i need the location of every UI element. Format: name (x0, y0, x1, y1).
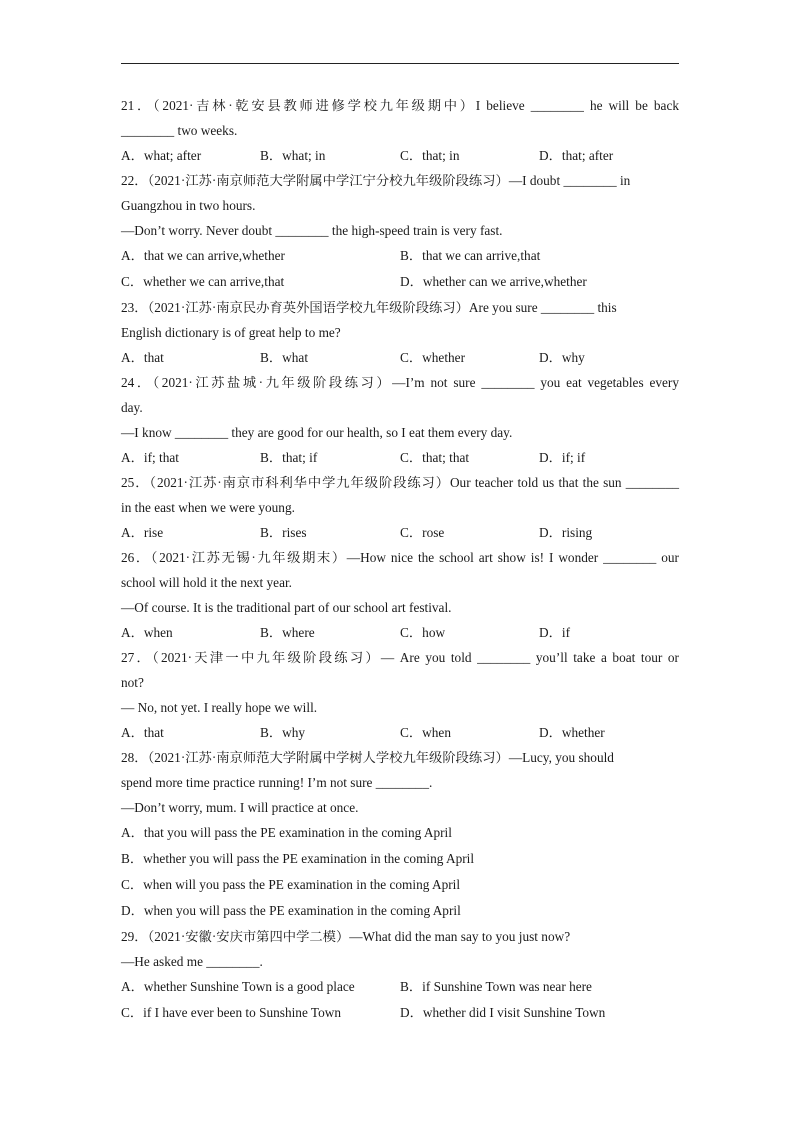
answer-option-a[interactable]: A．if; that (121, 450, 179, 465)
question-line: English dictionary is of great help to me? (121, 325, 341, 340)
question-23 (121, 296, 679, 371)
answer-option-a[interactable]: A．that you will pass the PE examination in the coming April (121, 825, 452, 840)
answer-option-b[interactable]: B．what; in (260, 148, 326, 163)
options-row (121, 975, 679, 1001)
question-line: Guangzhou in two hours. (121, 198, 256, 213)
question-stem: 26．（2021·江苏无锡·九年级期末）—How nice the school art show is! I wonder ________ our (121, 550, 679, 565)
question-26 (121, 546, 679, 646)
options-row (121, 144, 679, 169)
question-line: not? (121, 675, 144, 690)
options-row (121, 270, 679, 296)
question-stem: 28．（2021·江苏·南京师范大学附属中学树人学校九年级阶段练习）—Lucy, you should (121, 750, 614, 765)
answer-option-b[interactable]: B．where (260, 625, 315, 640)
answer-option-b[interactable]: B．if Sunshine Town was near here (400, 979, 592, 994)
answer-option-d[interactable]: D．rising (539, 525, 593, 540)
options-row (121, 446, 679, 471)
answer-option-c[interactable]: C．whether (400, 350, 465, 365)
question-stem: 27．（2021·天津一中九年级阶段练习）— Are you told ________ you’ll take a boat tour or (121, 650, 679, 665)
question-line: day. (121, 400, 143, 415)
question-stem: 23．（2021·江苏·南京民办育英外国语学校九年级阶段练习）Are you sure ________ this (121, 300, 617, 315)
question-25 (121, 471, 679, 546)
answer-option-b[interactable]: B．rises (260, 525, 307, 540)
answer-option-a[interactable]: A．that (121, 350, 164, 365)
question-stem: 24．（2021·江苏盐城·九年级阶段练习）—I’m not sure ________ you eat vegetables every (121, 375, 679, 390)
header-rule (121, 63, 679, 64)
options-row (121, 721, 679, 746)
answer-option-b[interactable]: B．whether you will pass the PE examination in the coming April (121, 851, 475, 866)
question-line: —Don’t worry. Never doubt ________ the high-speed train is very fast. (121, 223, 503, 238)
question-29 (121, 925, 679, 1027)
question-27 (121, 646, 679, 746)
question-line: in the east when we were young. (121, 500, 295, 515)
answer-option-d[interactable]: D．when you will pass the PE examination in the coming April (121, 903, 461, 918)
options-row (121, 821, 679, 847)
options-row (121, 873, 679, 899)
options-row (121, 346, 679, 371)
answer-option-b[interactable]: B．that; if (260, 450, 318, 465)
answer-option-d[interactable]: D．if (539, 625, 571, 640)
answer-option-d[interactable]: D．whether (539, 725, 605, 740)
question-stem: 22．（2021·江苏·南京师范大学附属中学江宁分校九年级阶段练习）—I doubt ________ in (121, 173, 631, 188)
options-row (121, 521, 679, 546)
answer-option-d[interactable]: D．whether can we arrive,whether (400, 274, 587, 289)
answer-option-a[interactable]: A．when (121, 625, 173, 640)
question-line: —Of course. It is the traditional part of our school art festival. (121, 600, 452, 615)
answer-option-d[interactable]: D．if; if (539, 450, 586, 465)
answer-option-b[interactable]: B．why (260, 725, 306, 740)
answer-option-a[interactable]: A．that (121, 725, 164, 740)
answer-option-c[interactable]: C．when will you pass the PE examination in the coming April (121, 877, 461, 892)
question-line: —Don’t worry, mum. I will practice at once. (121, 800, 359, 815)
options-row (121, 244, 679, 270)
answer-option-d[interactable]: D．whether did I visit Sunshine Town (400, 1005, 606, 1020)
answer-option-c[interactable]: C．if I have ever been to Sunshine Town (121, 1005, 342, 1020)
question-line: — No, not yet. I really hope we will. (121, 700, 318, 715)
question-stem: 25．（2021·江苏·南京市科利华中学九年级阶段练习）Our teacher told us that the sun ________ (121, 475, 679, 490)
answer-option-c[interactable]: C．that; that (400, 450, 470, 465)
question-22 (121, 169, 679, 296)
answer-option-b[interactable]: B．what (260, 350, 309, 365)
answer-option-a[interactable]: A．whether Sunshine Town is a good place (121, 979, 355, 994)
question-stem: 29．（2021·安徽·安庆市第四中学二模）—What did the man say to you just now? (121, 929, 571, 944)
options-row (121, 1001, 679, 1027)
answer-option-b[interactable]: B．that we can arrive,that (400, 248, 541, 263)
question-line: spend more time practice running! I’m not sure ________. (121, 775, 433, 790)
question-line: —He asked me ________. (121, 954, 263, 969)
answer-option-c[interactable]: C．that; in (400, 148, 460, 163)
question-line: school will hold it the next year. (121, 575, 292, 590)
answer-option-a[interactable]: A．what; after (121, 148, 202, 163)
question-24 (121, 371, 679, 471)
answer-option-a[interactable]: A．rise (121, 525, 164, 540)
question-stem: 21．（2021·吉林·乾安县教师进修学校九年级期中）I believe ________ he will be back (121, 98, 679, 113)
answer-option-d[interactable]: D．why (539, 350, 585, 365)
options-row (121, 847, 679, 873)
answer-option-a[interactable]: A．that we can arrive,whether (121, 248, 285, 263)
question-list (121, 94, 679, 1027)
answer-option-c[interactable]: C．whether we can arrive,that (121, 274, 285, 289)
answer-option-c[interactable]: C．rose (400, 525, 445, 540)
options-row (121, 621, 679, 646)
answer-option-c[interactable]: C．how (400, 625, 446, 640)
question-line: ________ two weeks. (121, 123, 238, 138)
question-21 (121, 94, 679, 169)
answer-option-d[interactable]: D．that; after (539, 148, 614, 163)
answer-option-c[interactable]: C．when (400, 725, 451, 740)
options-row (121, 899, 679, 925)
question-line: —I know ________ they are good for our health, so I eat them every day. (121, 425, 513, 440)
question-28 (121, 746, 679, 925)
